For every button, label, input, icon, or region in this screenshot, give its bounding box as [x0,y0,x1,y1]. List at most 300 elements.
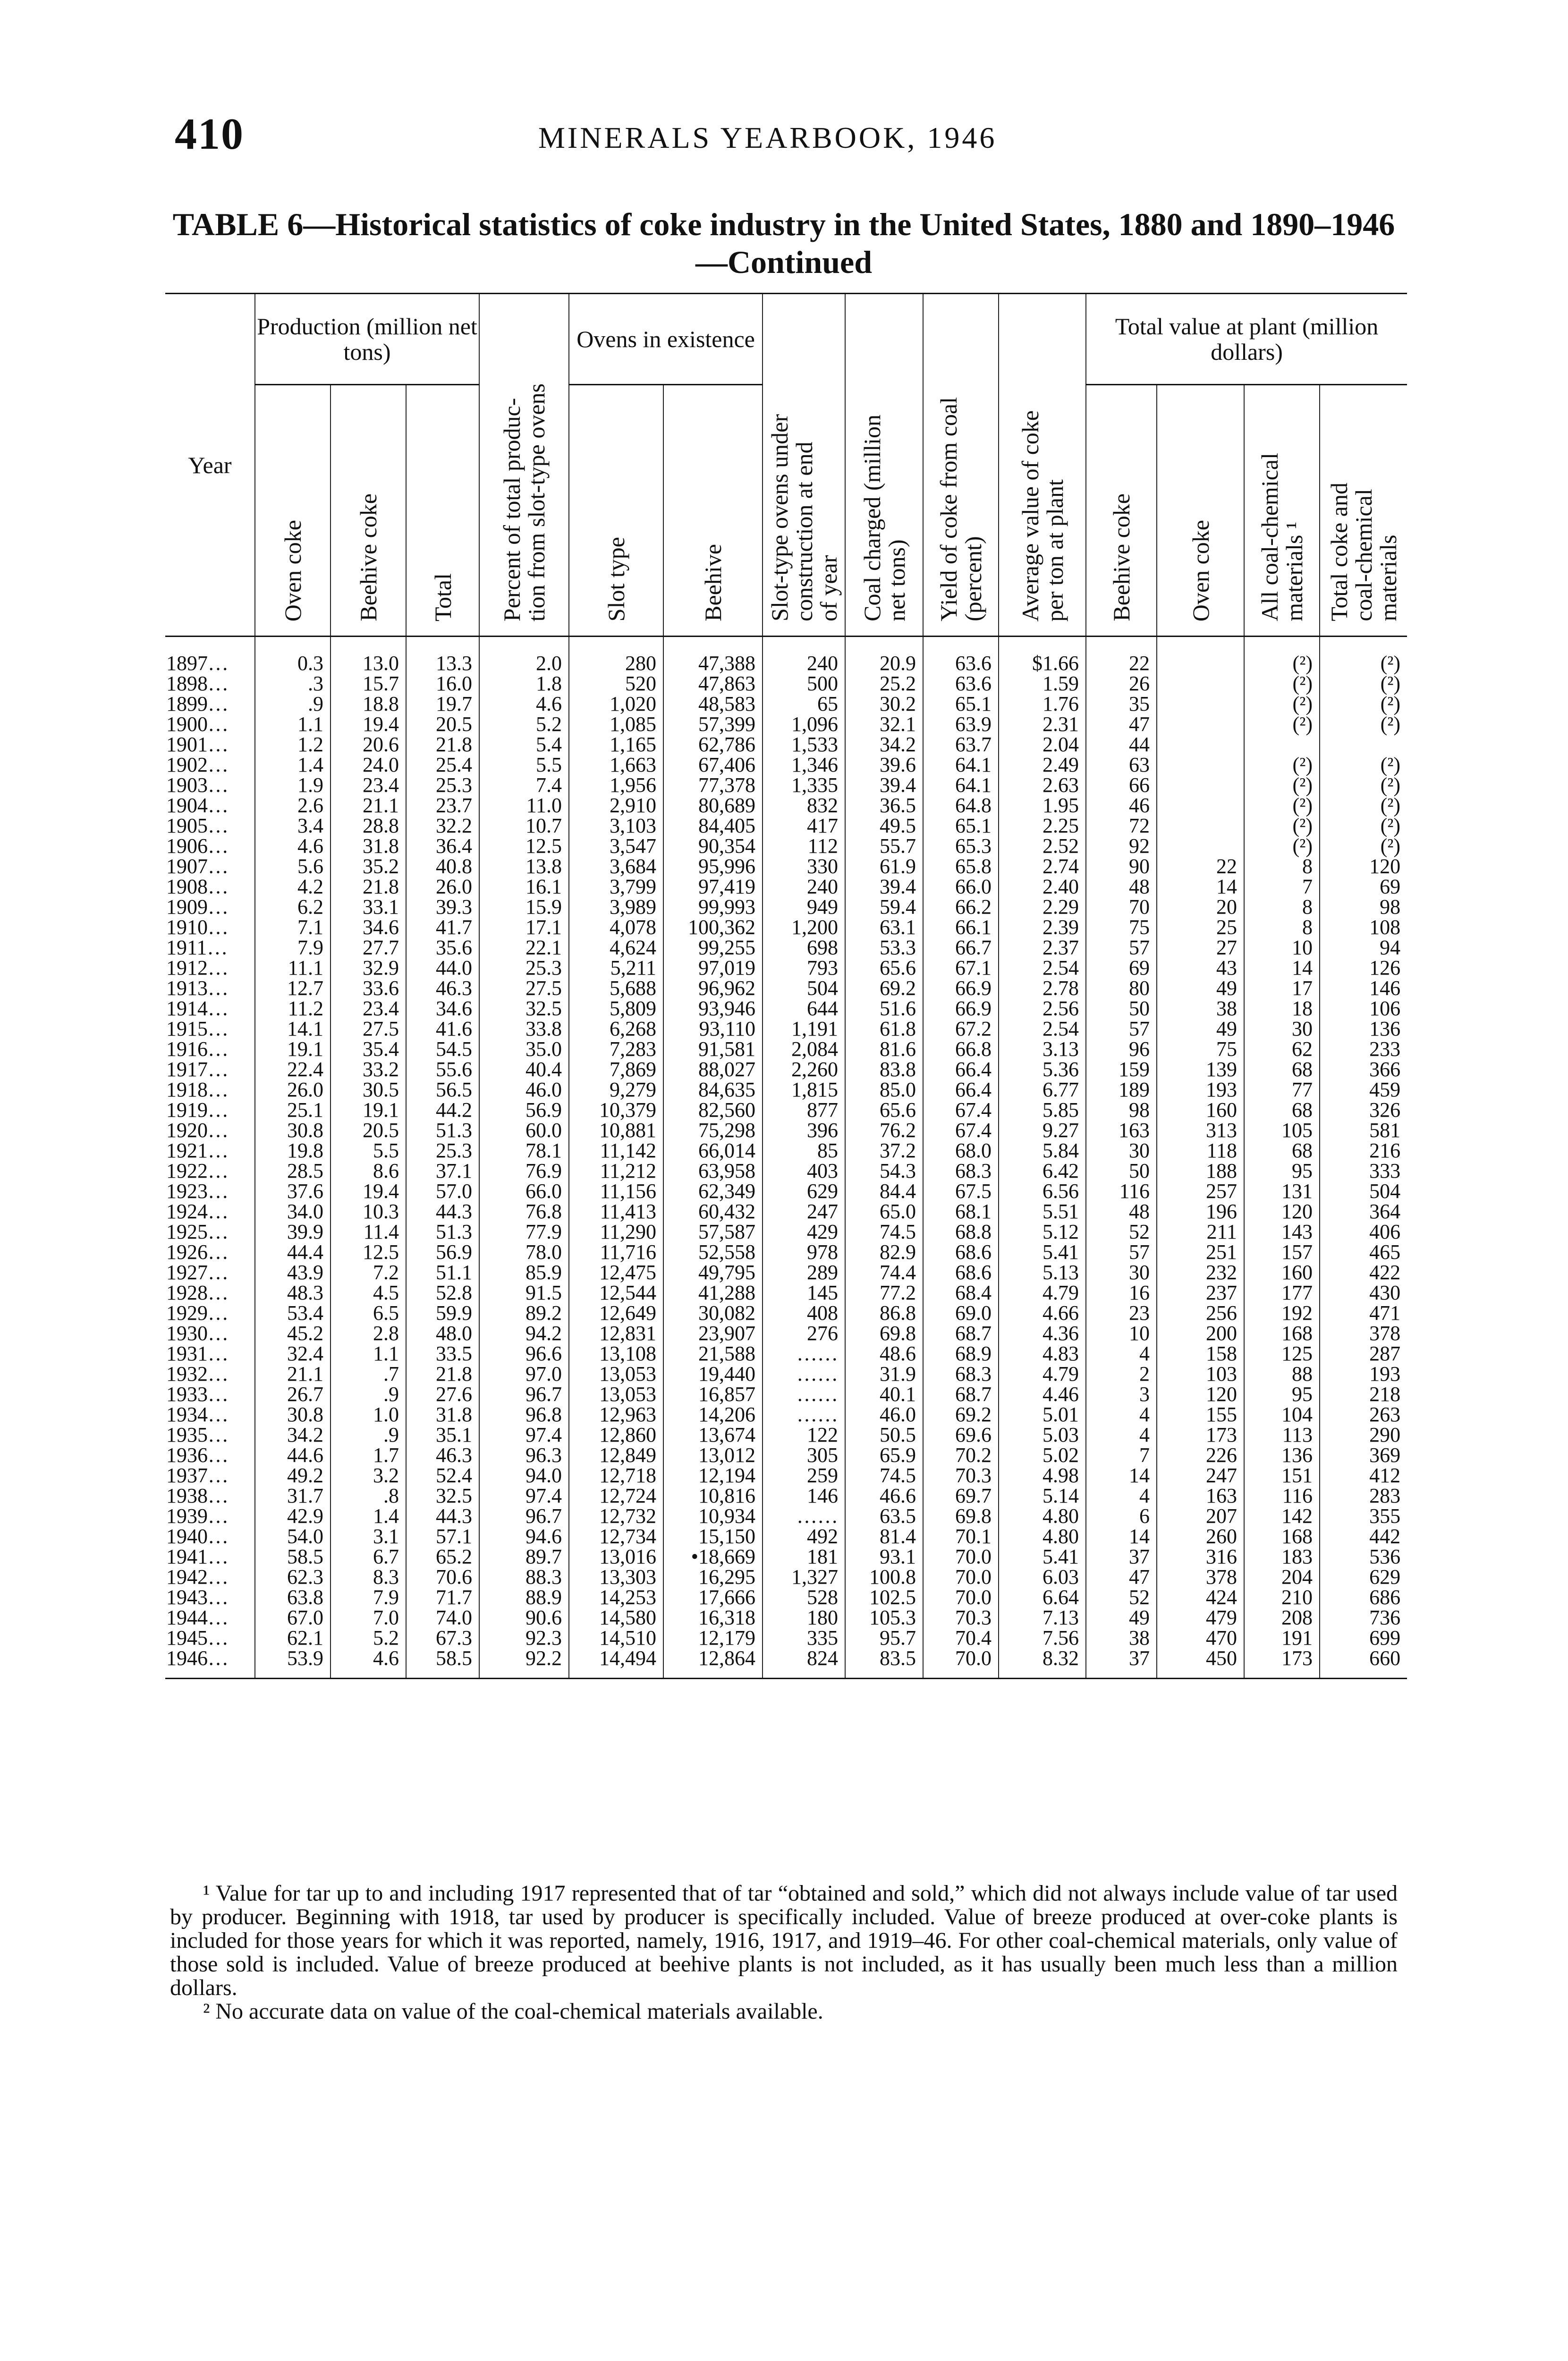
header-coal-charged: Coal charged (million net tons) [845,294,923,637]
cell-value-total: 364 [1320,1201,1407,1222]
cell-beehive-coke: 2.8 [331,1323,406,1343]
cell-beehive: 99,993 [663,897,763,917]
cell-oven-coke: 26.0 [255,1079,331,1100]
cell-percent-slot: 5.4 [479,734,569,755]
cell-oven-coke: 62.1 [255,1628,331,1648]
cell-beehive-coke: 7.2 [331,1262,406,1282]
cell-oven-coke: 1.4 [255,755,331,775]
cell-value-beehive: 189 [1086,1079,1157,1100]
cell-total: 34.6 [406,998,479,1019]
cell-value-total: (²) [1320,714,1407,734]
cell-value-total: (²) [1320,637,1407,674]
cell-total: 46.3 [406,1445,479,1465]
cell-avg-value: 4.83 [999,1343,1086,1364]
cell-beehive: 66,014 [663,1140,763,1161]
cell-year: 1907… [166,855,229,878]
cell-under-construction: 504 [763,978,845,998]
cell-coal-charged: 81.6 [845,1039,923,1059]
cell-slot-type: 11,290 [569,1222,663,1242]
cell-under-construction: 65 [763,694,845,714]
cell-under-construction: 180 [763,1607,845,1628]
cell-beehive-coke: 1.7 [331,1445,406,1465]
cell-percent-slot: 94.0 [479,1465,569,1486]
cell-yield: 67.4 [923,1100,999,1120]
header-value-total: Total coke and coal-chemical materials [1320,385,1407,637]
cell-coal-charged: 74.4 [845,1262,923,1282]
cell-value-chemical: 125 [1244,1343,1320,1364]
cell-value-total: 290 [1320,1425,1407,1445]
cell-coal-charged: 86.8 [845,1303,923,1323]
cell-coal-charged: 102.5 [845,1587,923,1607]
cell-value-chemical: (²) [1244,775,1320,795]
cell-value-total: 422 [1320,1262,1407,1282]
cell-avg-value: 5.14 [999,1486,1086,1506]
cell-avg-value: 4.79 [999,1364,1086,1384]
cell-value-chemical: (²) [1244,714,1320,734]
cell-coal-charged: 37.2 [845,1140,923,1161]
cell-value-oven: 260 [1157,1526,1244,1546]
cell-total: 71.7 [406,1587,479,1607]
cell-oven-coke: 1.1 [255,714,331,734]
cell-beehive: 75,298 [663,1120,763,1140]
cell-beehive: 13,674 [663,1425,763,1445]
cell-slot-type: 13,016 [569,1546,663,1567]
cell-beehive-coke: 12.5 [331,1242,406,1262]
table-row [165,1364,1407,1384]
cell-value-beehive: 14 [1086,1465,1157,1486]
cell-year: 1921… [166,1139,229,1162]
cell-avg-value: 5.12 [999,1222,1086,1242]
cell-year: 1936… [166,1444,229,1467]
cell-value-total: 406 [1320,1222,1407,1242]
cell-value-chemical: (²) [1244,637,1320,674]
cell-slot-type: 5,809 [569,998,663,1019]
cell-avg-value: 5.01 [999,1404,1086,1425]
cell-yield: 65.3 [923,836,999,856]
cell-beehive-coke: 32.9 [331,958,406,978]
cell-value-chemical: (²) [1244,755,1320,775]
cell-percent-slot: 96.3 [479,1445,569,1465]
table-row [165,1100,1407,1120]
cell-beehive: 100,362 [663,917,763,937]
cell-value-oven: 103 [1157,1364,1244,1384]
cell-percent-slot: 46.0 [479,1079,569,1100]
cell-value-total: 369 [1320,1445,1407,1465]
cell-value-oven: 120 [1157,1384,1244,1404]
cell-beehive: 91,581 [663,1039,763,1059]
cell-under-construction: …… [763,1384,845,1404]
cell-yield: 70.1 [923,1526,999,1546]
cell-beehive-coke: 24.0 [331,755,406,775]
header-avg-value: Average value of coke per ton at plant [999,294,1086,637]
cell-oven-coke: 44.4 [255,1242,331,1262]
cell-beehive-coke: 27.7 [331,937,406,958]
cell-coal-charged: 65.6 [845,958,923,978]
cell-under-construction: 698 [763,937,845,958]
cell-total: 51.3 [406,1120,479,1140]
cell-value-oven: 22 [1157,856,1244,876]
cell-value-beehive: 35 [1086,694,1157,714]
cell-beehive-coke: 27.5 [331,1019,406,1039]
cell-percent-slot: 11.0 [479,795,569,815]
cell-value-oven: 38 [1157,998,1244,1019]
cell-year: 1900… [166,713,229,736]
cell-percent-slot: 10.7 [479,815,569,836]
cell-beehive-coke: 19.1 [331,1100,406,1120]
cell-coal-charged: 54.3 [845,1161,923,1181]
cell-under-construction: 877 [763,1100,845,1120]
cell-percent-slot: 78.1 [479,1140,569,1161]
cell-total: 57.1 [406,1526,479,1546]
cell-beehive: 97,019 [663,958,763,978]
footnotes [170,1882,1398,2023]
cell-coal-charged: 74.5 [845,1465,923,1486]
cell-beehive-coke: 21.1 [331,795,406,815]
cell-value-oven: 200 [1157,1323,1244,1343]
table-row [165,1303,1407,1323]
cell-under-construction: 276 [763,1323,845,1343]
cell-year: 1924… [166,1200,229,1223]
cell-value-beehive: 52 [1086,1587,1157,1607]
cell-value-total: 699 [1320,1628,1407,1648]
cell-yield: 66.8 [923,1039,999,1059]
cell-oven-coke: 6.2 [255,897,331,917]
header-total: Total [406,385,479,637]
cell-slot-type: 12,649 [569,1303,663,1323]
table-row [165,775,1407,795]
running-head: MINERALS YEARBOOK, 1946 [538,121,997,154]
cell-yield: 70.2 [923,1445,999,1465]
cell-percent-slot: 5.2 [479,714,569,734]
cell-under-construction: 978 [763,1242,845,1262]
cell-oven-coke: 30.8 [255,1404,331,1425]
cell-percent-slot: 12.5 [479,836,569,856]
cell-beehive-coke: 6.5 [331,1303,406,1323]
cell-value-total: 629 [1320,1567,1407,1587]
cell-slot-type: 3,103 [569,815,663,836]
table-title: TABLE 6—Historical statistics of coke industry in the United States, 1880 and 1890–1946—Continued [172,206,1395,280]
cell-oven-coke: 19.1 [255,1039,331,1059]
cell-total: 59.9 [406,1303,479,1323]
cell-slot-type: 1,085 [569,714,663,734]
cell-value-beehive: 48 [1086,876,1157,897]
cell-slot-type: 12,724 [569,1486,663,1506]
cell-oven-coke: 14.1 [255,1019,331,1039]
cell-coal-charged: 40.1 [845,1384,923,1404]
cell-percent-slot: 25.3 [479,958,569,978]
cell-value-oven [1157,755,1244,775]
cell-avg-value: 2.54 [999,1019,1086,1039]
cell-beehive-coke: 33.6 [331,978,406,998]
cell-value-beehive: 4 [1086,1404,1157,1425]
cell-yield: 70.3 [923,1465,999,1486]
cell-value-beehive: 90 [1086,856,1157,876]
cell-value-total: 193 [1320,1364,1407,1384]
cell-avg-value: 7.56 [999,1628,1086,1648]
cell-year: 1908… [166,875,229,898]
table-row [165,1282,1407,1303]
table-row [165,1465,1407,1486]
cell-slot-type: 12,475 [569,1262,663,1282]
cell-value-oven [1157,673,1244,694]
cell-yield: 69.2 [923,1404,999,1425]
cell-beehive-coke: 1.0 [331,1404,406,1425]
cell-slot-type: 4,624 [569,937,663,958]
cell-value-chemical: (²) [1244,815,1320,836]
cell-avg-value: 6.56 [999,1181,1086,1201]
cell-under-construction: 112 [763,836,845,856]
cell-value-beehive: 70 [1086,897,1157,917]
cell-coal-charged: 69.2 [845,978,923,998]
cell-value-total: (²) [1320,673,1407,694]
cell-oven-coke: 58.5 [255,1546,331,1567]
cell-coal-charged: 77.2 [845,1282,923,1303]
cell-value-oven: 43 [1157,958,1244,978]
cell-year: 1937… [166,1464,229,1487]
cell-year: 1909… [166,895,229,918]
cell-value-total: 98 [1320,897,1407,917]
table-body [165,637,1407,1679]
cell-slot-type: 2,910 [569,795,663,815]
cell-value-chemical: 113 [1244,1425,1320,1445]
cell-yield: 66.4 [923,1079,999,1100]
table-row [165,1587,1407,1607]
cell-under-construction: 145 [763,1282,845,1303]
cell-total: 20.5 [406,714,479,734]
cell-value-beehive: 98 [1086,1100,1157,1120]
cell-slot-type: 5,688 [569,978,663,998]
cell-avg-value: 6.77 [999,1079,1086,1100]
cell-under-construction: 644 [763,998,845,1019]
cell-beehive-coke: 34.6 [331,917,406,937]
cell-oven-coke: 26.7 [255,1384,331,1404]
cell-yield: 66.7 [923,937,999,958]
cell-value-oven: 226 [1157,1445,1244,1465]
cell-year: 1931… [166,1342,229,1365]
cell-under-construction: 1,200 [763,917,845,937]
cell-value-beehive: 4 [1086,1343,1157,1364]
cell-oven-coke: 44.6 [255,1445,331,1465]
cell-coal-charged: 25.2 [845,673,923,694]
cell-slot-type: 14,253 [569,1587,663,1607]
cell-under-construction: 793 [763,958,845,978]
cell-value-total: 686 [1320,1587,1407,1607]
cell-percent-slot: 76.8 [479,1201,569,1222]
cell-percent-slot: 89.7 [479,1546,569,1567]
cell-year: 1939… [166,1504,229,1528]
cell-oven-coke: 4.6 [255,836,331,856]
cell-percent-slot: 92.2 [479,1648,569,1679]
cell-value-total: 465 [1320,1242,1407,1262]
cell-yield: 66.9 [923,978,999,998]
cell-total: 52.8 [406,1282,479,1303]
cell-slot-type: 3,799 [569,876,663,897]
cell-oven-coke: 34.2 [255,1425,331,1445]
cell-value-chemical: 168 [1244,1323,1320,1343]
cell-beehive-coke: 8.3 [331,1567,406,1587]
cell-avg-value: 1.59 [999,673,1086,694]
cell-value-beehive: 57 [1086,1019,1157,1039]
cell-under-construction: 289 [763,1262,845,1282]
table-row [165,1445,1407,1465]
cell-coal-charged: 83.5 [845,1648,923,1679]
cell-year: 1913… [166,977,229,1000]
cell-value-chemical: 95 [1244,1161,1320,1181]
cell-oven-coke: 53.4 [255,1303,331,1323]
cell-yield: 67.5 [923,1181,999,1201]
cell-value-beehive: 4 [1086,1486,1157,1506]
cell-avg-value: 2.31 [999,714,1086,734]
cell-yield: 68.7 [923,1323,999,1343]
cell-year: 1942… [166,1565,229,1588]
cell-value-beehive: 30 [1086,1262,1157,1282]
cell-coal-charged: 61.8 [845,1019,923,1039]
cell-beehive-coke: 10.3 [331,1201,406,1222]
cell-avg-value: 5.41 [999,1546,1086,1567]
cell-value-chemical: (²) [1244,694,1320,714]
cell-beehive: 99,255 [663,937,763,958]
header-oven-coke: Oven coke [255,385,331,637]
header-percent-slot: Percent of total produc- tion from slot-type ovens [479,294,569,637]
cell-beehive-coke: 21.8 [331,876,406,897]
cell-slot-type: 12,860 [569,1425,663,1445]
cell-beehive-coke: 4.5 [331,1282,406,1303]
cell-year: 1917… [166,1058,229,1081]
cell-value-beehive: 48 [1086,1201,1157,1222]
cell-year: 1912… [166,956,229,979]
cell-coal-charged: 55.7 [845,836,923,856]
cell-value-chemical: 168 [1244,1526,1320,1546]
cell-avg-value: 4.80 [999,1526,1086,1546]
table-row [165,917,1407,937]
table-row [165,1567,1407,1587]
cell-value-total: 378 [1320,1323,1407,1343]
cell-yield: 69.6 [923,1425,999,1445]
cell-value-chemical: (²) [1244,836,1320,856]
cell-percent-slot: 94.2 [479,1323,569,1343]
cell-under-construction: 247 [763,1201,845,1222]
cell-value-beehive: 116 [1086,1181,1157,1201]
cell-under-construction: 396 [763,1120,845,1140]
cell-value-oven: 247 [1157,1465,1244,1486]
cell-value-beehive: 23 [1086,1303,1157,1323]
table-row [165,998,1407,1019]
cell-beehive: 60,432 [663,1201,763,1222]
cell-value-total: 216 [1320,1140,1407,1161]
cell-under-construction: 146 [763,1486,845,1506]
cell-avg-value: $1.66 [999,637,1086,674]
cell-value-chemical: 14 [1244,958,1320,978]
cell-year: 1945… [166,1626,229,1649]
table-row [165,1486,1407,1506]
table-row [165,694,1407,714]
cell-slot-type: 14,580 [569,1607,663,1628]
cell-year: 1898… [166,672,229,695]
cell-oven-coke: 45.2 [255,1323,331,1343]
cell-slot-type: 11,142 [569,1140,663,1161]
cell-value-beehive: 49 [1086,1607,1157,1628]
cell-total: 23.7 [406,795,479,815]
cell-beehive: 80,689 [663,795,763,815]
cell-year: 1932… [166,1362,229,1385]
cell-avg-value: 2.52 [999,836,1086,856]
cell-value-beehive: 163 [1086,1120,1157,1140]
cell-value-oven [1157,775,1244,795]
cell-value-oven [1157,795,1244,815]
cell-year: 1905… [166,814,229,837]
cell-yield: 69.7 [923,1486,999,1506]
table-row [165,1079,1407,1100]
table-row [165,815,1407,836]
cell-value-oven [1157,815,1244,836]
cell-beehive-coke: 1.1 [331,1343,406,1364]
cell-beehive-coke: .7 [331,1364,406,1384]
header-ovens-group: Ovens in existence [569,294,763,385]
cell-total: 57.0 [406,1181,479,1201]
cell-value-beehive: 50 [1086,998,1157,1019]
table-row [165,1201,1407,1222]
cell-percent-slot: 35.0 [479,1039,569,1059]
cell-coal-charged: 49.5 [845,815,923,836]
cell-coal-charged: 63.5 [845,1506,923,1526]
cell-value-chemical: 104 [1244,1404,1320,1425]
cell-slot-type: 12,849 [569,1445,663,1465]
cell-percent-slot: 66.0 [479,1181,569,1201]
cell-value-oven [1157,836,1244,856]
cell-value-total: 69 [1320,876,1407,897]
cell-value-beehive: 26 [1086,673,1157,694]
table-row [165,1404,1407,1425]
cell-value-oven: 188 [1157,1161,1244,1181]
cell-coal-charged: 63.1 [845,917,923,937]
cell-value-beehive: 6 [1086,1506,1157,1526]
cell-beehive: 12,194 [663,1465,763,1486]
cell-yield: 67.1 [923,958,999,978]
cell-oven-coke: 7.9 [255,937,331,958]
cell-oven-coke: 48.3 [255,1282,331,1303]
cell-oven-coke: 11.2 [255,998,331,1019]
cell-beehive: 90,354 [663,836,763,856]
cell-avg-value: 5.85 [999,1100,1086,1120]
cell-year: 1930… [166,1322,229,1345]
cell-beehive: 97,419 [663,876,763,897]
cell-yield: 70.0 [923,1567,999,1587]
table-row [165,1648,1407,1679]
cell-year: 1927… [166,1261,229,1284]
cell-yield: 63.6 [923,637,999,674]
cell-value-beehive: 159 [1086,1059,1157,1079]
cell-percent-slot: 90.6 [479,1607,569,1628]
cell-total: 40.8 [406,856,479,876]
cell-value-chemical: 177 [1244,1282,1320,1303]
cell-avg-value: 2.39 [999,917,1086,937]
cell-oven-coke: 5.6 [255,856,331,876]
cell-percent-slot: 96.7 [479,1506,569,1526]
cell-yield: 68.3 [923,1364,999,1384]
cell-beehive: 12,179 [663,1628,763,1648]
cell-total: 52.4 [406,1465,479,1486]
cell-coal-charged: 51.6 [845,998,923,1019]
cell-total: 31.8 [406,1404,479,1425]
cell-value-chemical: 173 [1244,1648,1320,1679]
cell-oven-coke: 63.8 [255,1587,331,1607]
cell-beehive: 23,907 [663,1323,763,1343]
cell-beehive-coke: 33.1 [331,897,406,917]
table-row [165,897,1407,917]
cell-slot-type: 11,716 [569,1242,663,1262]
cell-total: 44.3 [406,1506,479,1526]
cell-oven-coke: 1.2 [255,734,331,755]
